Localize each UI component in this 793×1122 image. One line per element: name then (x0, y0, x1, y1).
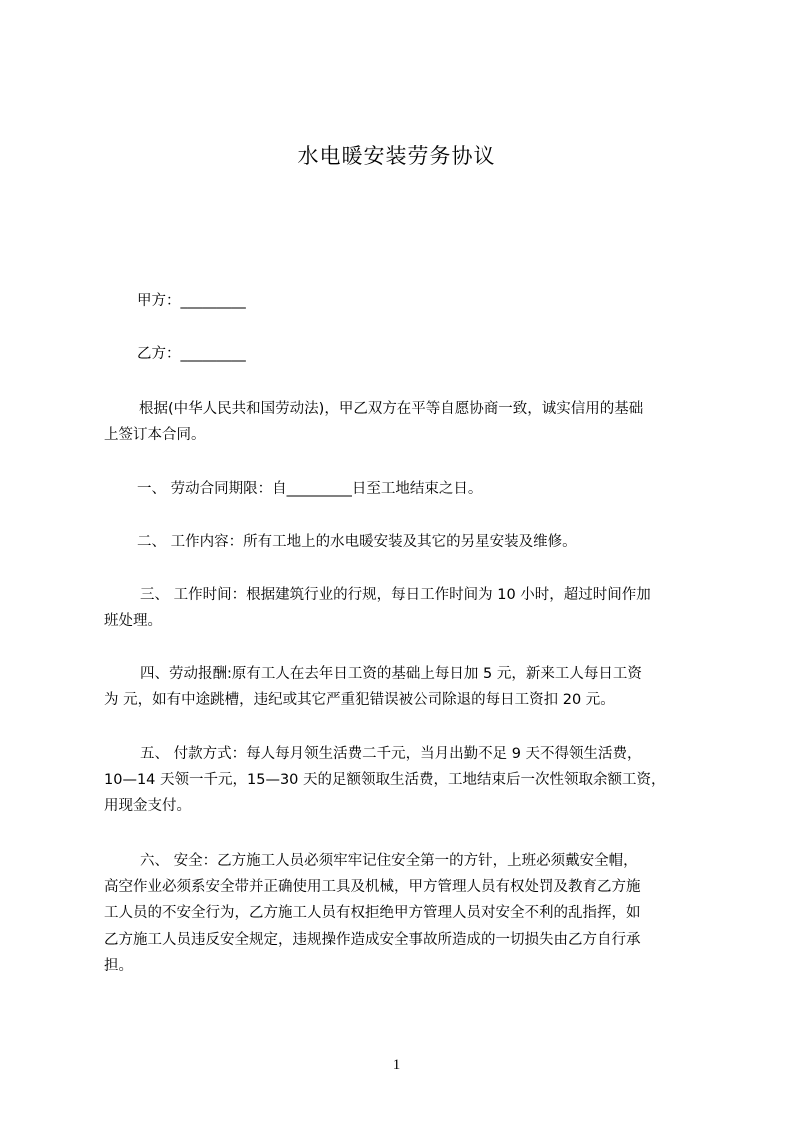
clause-5-line-2: 10—14 天领一千元，15—30 天的足额领取生活费，工地结束后一次性领取余额工资， (104, 772, 666, 788)
party-a-line: 甲方：_________ (137, 293, 246, 309)
clause-3-line-2: 班处理。 (104, 613, 162, 629)
clause-6-line-1: 六、 安全：乙方施工人员必须牢牢记住安全第一的方针，上班必须戴安全帽， (140, 853, 638, 869)
clause-6-line-2: 高空作业必须系安全带并正确使用工具及机械，甲方管理人员有权处罚及教育乙方施 (104, 879, 641, 895)
clause-6-line-4: 乙方施工人员违反安全规定，违规操作造成安全事故所造成的一切损失由乙方自行承 (104, 932, 641, 948)
clause-1-line: 一、 劳动合同期限：自_________日至工地结束之日。 (137, 481, 483, 497)
clause-6-line-3: 工人员的不安全行为，乙方施工人员有权拒绝甲方管理人员对安全不利的乱指挥，如 (104, 905, 641, 921)
clause-4-line-1: 四、劳动报酬:原有工人在去年日工资的基础上每日加 5 元，新来工人每日工资 (140, 666, 642, 682)
preamble-line-2: 上签订本合同。 (104, 427, 206, 443)
page-number: 1 (392, 1057, 401, 1073)
clause-6-line-5: 担。 (104, 958, 133, 974)
clause-5-line-1: 五、 付款方式：每人每月领生活费二千元，当月出勤不足 9 天不得领生活费， (140, 746, 642, 762)
preamble-line-1: 根据(中华人民共和国劳动法)，甲乙双方在平等自愿协商一致，诚实信用的基础 (139, 401, 644, 417)
party-b-line: 乙方：_________ (137, 346, 246, 362)
document-title: 水电暖安装劳务协议 (297, 144, 496, 168)
clause-2-line: 二、 工作内容：所有工地上的水电暖安装及其它的另星安装及维修。 (137, 534, 577, 550)
clause-5-line-3: 用现金支付。 (104, 798, 191, 814)
clause-3-line-1: 三、 工作时间：根据建筑行业的行规，每日工作时间为 10 小时，超过时间作加 (140, 587, 651, 603)
clause-4-line-2: 为 元，如有中途跳槽，违纪或其它严重犯错误被公司除退的每日工资扣 20 元。 (104, 692, 615, 708)
